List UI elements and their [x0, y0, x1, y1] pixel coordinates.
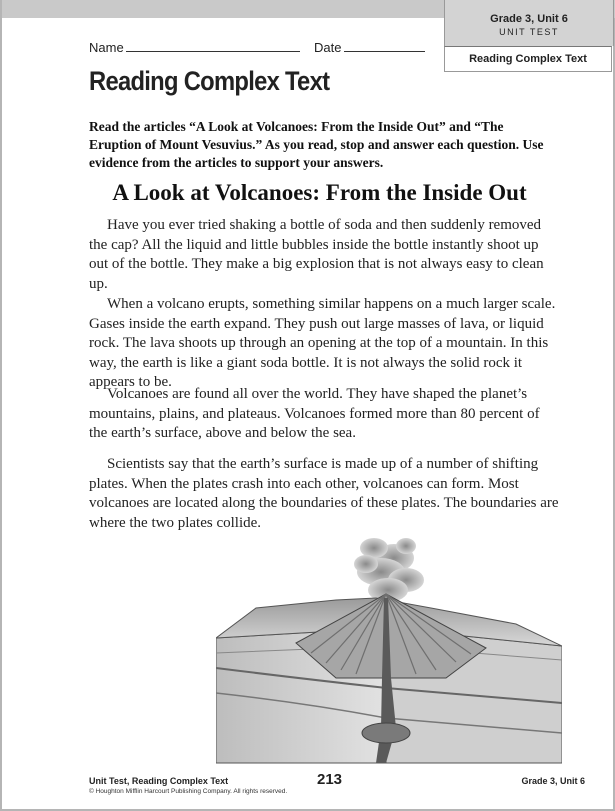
name-line[interactable] — [126, 51, 300, 52]
date-label: Date — [314, 40, 342, 55]
test-type-label: UNIT TEST — [499, 27, 559, 37]
article-paragraph-2: When a volcano erupts, something similar happens on a much larger scale. Gases inside the earth expand. They push out large masses of lava, or liquid rock. The lava shoots up through an opening at the top of a mountain. In this way, the earth is like a giant soda bottle. It is not always the solid rock it appears to be. — [89, 296, 556, 391]
instructions: Read the articles “A Look at Volcanoes: From the Inside Out” and “The Eruption of Mount Vesuvius.” As you read, stop and answer each question. Use evidence from the articles to support your answers. — [89, 119, 544, 170]
grade-unit-label: Grade 3, Unit 6 — [490, 13, 568, 25]
footer-test-label: Unit Test, Reading Complex Text — [89, 776, 229, 786]
grade-tab — [444, 0, 614, 46]
article-paragraph-3: Volcanoes are found all over the world. They have shaped the planet’s mountains, plains, and plateaus. Volcanoes formed more than 80 percent of the earth’s surface, above and below the sea. — [89, 386, 540, 442]
section-tab — [444, 46, 612, 72]
section-label: Reading Complex Text — [469, 53, 587, 65]
footer-copyright: © Houghton Mifflin Harcourt Publishing Company. All rights reserved. — [89, 788, 288, 795]
page-number: 213 — [316, 771, 343, 788]
date-line[interactable] — [344, 51, 425, 52]
footer-grade-unit: Grade 3, Unit 6 — [521, 776, 585, 786]
article-paragraph-1: Have you ever tried shaking a bottle of soda and then suddenly removed the cap? All the liquid and little bubbles inside the bottle instantly shoot up out of the bottle. They make a big explosion that is not always easy to clean up. — [89, 217, 544, 292]
page-title: Reading Complex Text — [89, 66, 330, 96]
article-paragraph-4: Scientists say that the earth’s surface is made up of a number of shifting plates. When the plates crash into each other, volcanoes can form. Most volcanoes are located along the boundaries of these plates. The boundaries are where the two plates collide. — [89, 456, 559, 531]
smoke-plume — [354, 538, 424, 602]
name-label: Name — [89, 40, 124, 55]
magma-chamber — [362, 723, 410, 743]
article-title: A Look at Volcanoes: From the Inside Out — [112, 180, 527, 205]
volcano-cross-section-illustration — [216, 528, 562, 768]
